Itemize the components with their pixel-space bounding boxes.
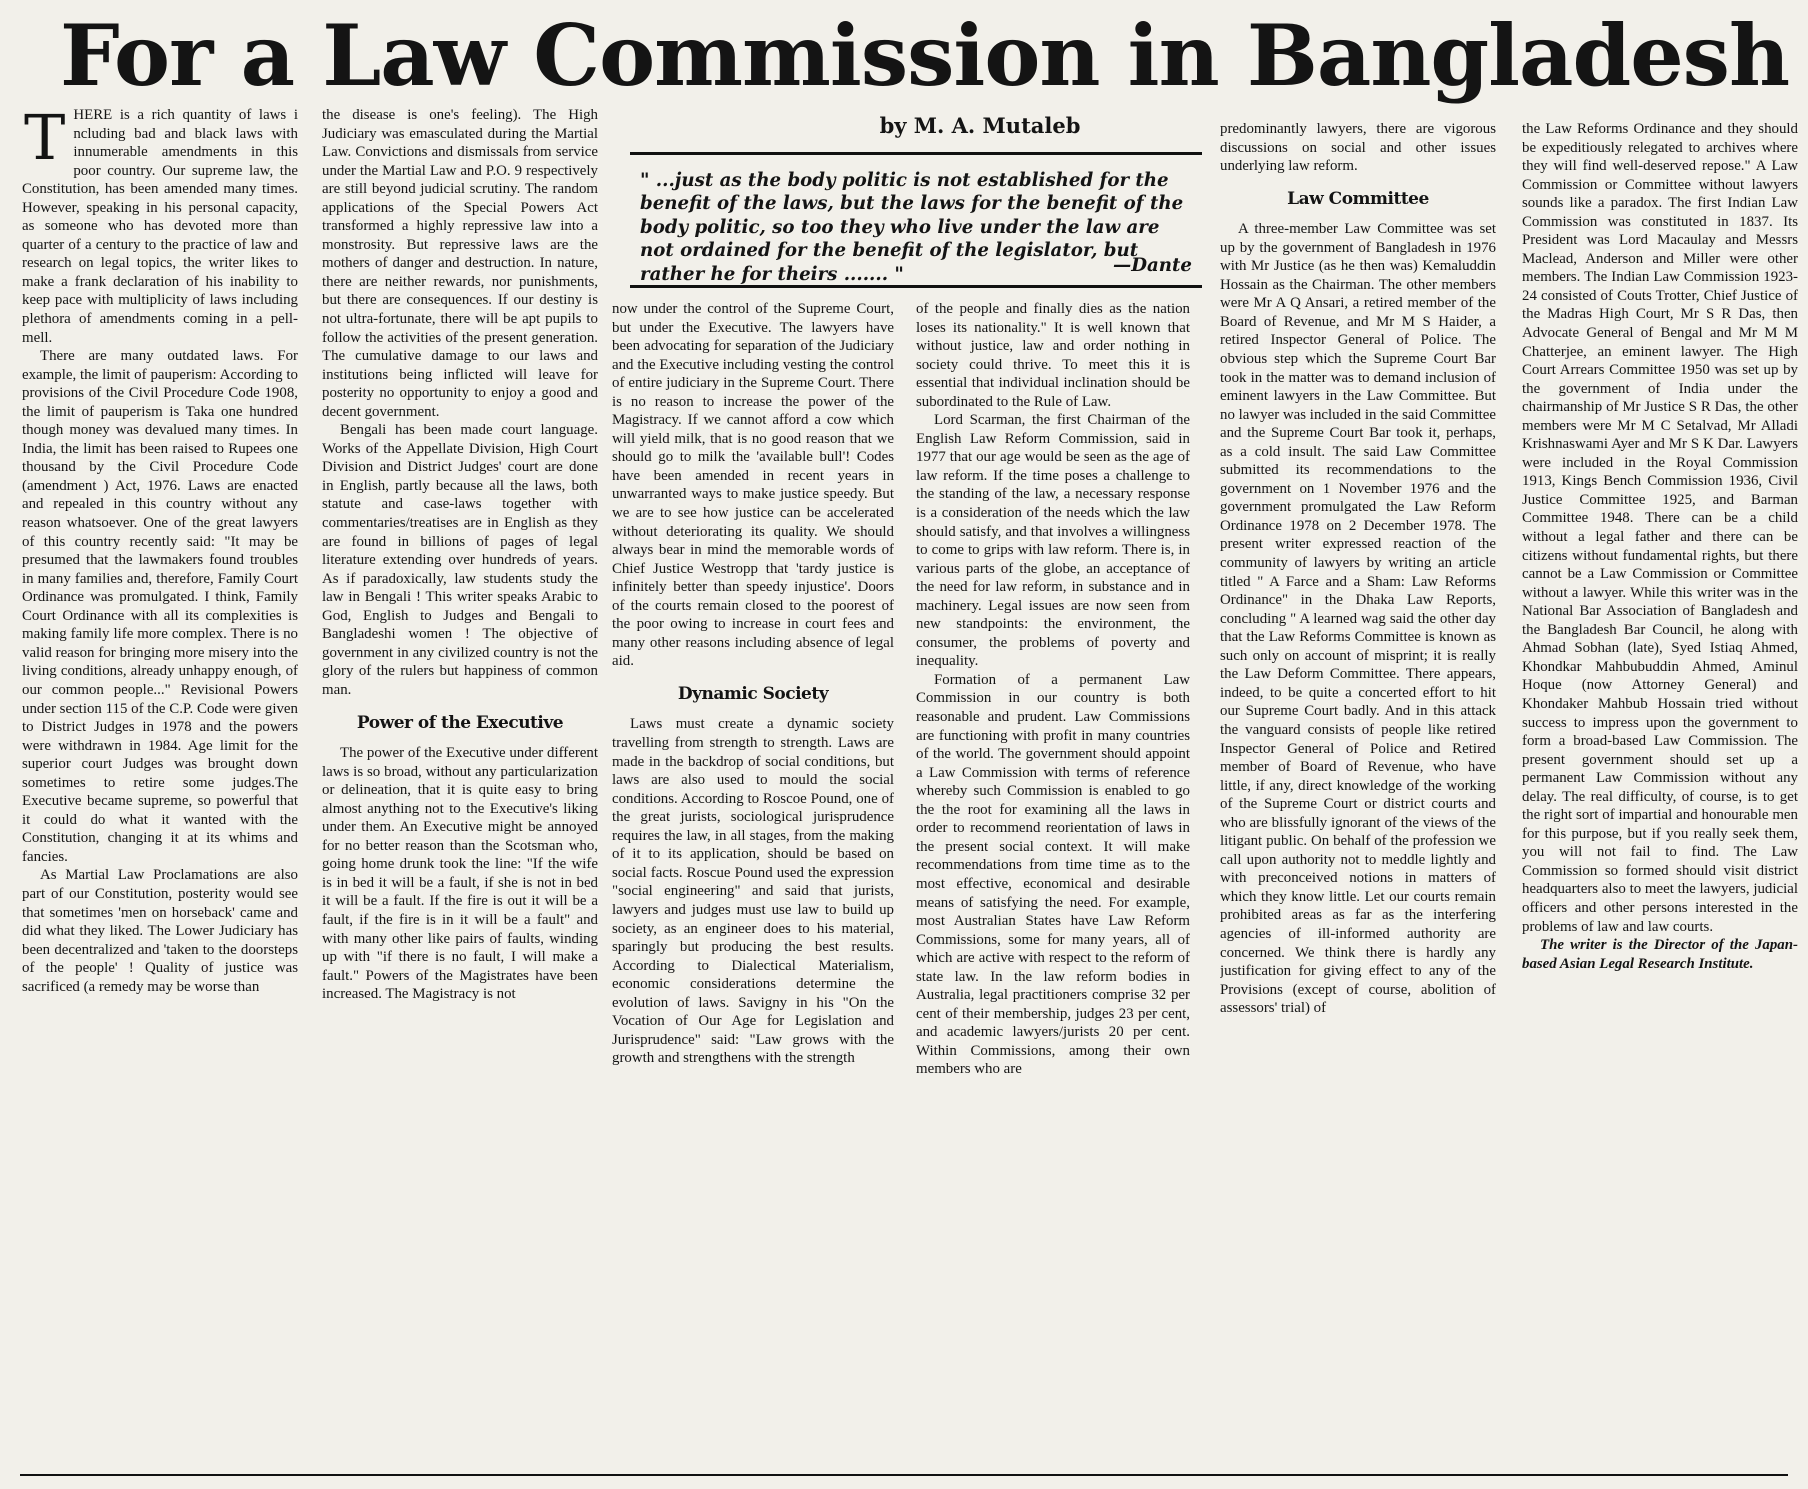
paragraph: Lord Scarman, the first Chairman of the English Law Reform Commission, said in 1977 that our age would be seen as the age of law reform. If the time poses a challenge to the standing of the law, a necessary response is a consideration of the needs which the law should satisfy, and that involves a willingness to come to grips with law reform. There is, in various parts of the globe, an acceptance of the need for law reform, in substance and in machinery. Legal issues are now seen from new standpoints: the environment, the consumer, the problems of poverty and inequality. — [916, 412, 1190, 670]
paragraph: now under the control of the Supreme Court, but under the Executive. The lawyers have been advocating for separation of the Judiciary and the Executive including vesting the control of entire judiciary in the Supreme Court. There is no reason to increase the power of the Magistracy. If we cannot afford a cow which will yield milk, that is no good reason that we should go to milk the 'available bull'! Codes have been amended in recent years in unwarranted ways to make justice speedy. But we are to see how justice can be accelerated without deteriorating its quality. We should always bear in mind the memorable words of Chief Justice Westropp that 'tardy justice is infinitely better than speedy injustice'. Doors of the courts remain closed to the poorest of the poor owing to increase in court fees and many other reasons including absence of legal aid. — [612, 301, 894, 670]
paragraph: There are many outdated laws. For example, the limit of pauperism: According to provisions of the Civil Procedure Code 1908, the limit of pauperism is Taka one hundred though money was devalued many times. In India, the limit has been raised to Rupees one thousand by the Civil Procedure Code (amendment ) Act, 1976. Laws are enacted and repealed in this country without any reason whatsoever. One of the great lawyers of this country recently said: "It may be presumed that the lawmakers found troubles in many families and, therefore, Family Court Ordinance was promulgated. I think, Family Court Ordinance with all its complexities is making family life more complex. There is no valid reason for bringing more misery into the living conditions, already unhappy enough, of our common people..." Revisional Powers under section 115 of the C.P. Code were given to District Judges in 1978 and the powers were withdrawn in 1984. Age limit for the superior court Judges was brought down sometimes to retire some judges.The Executive became supreme, so powerful that it could do what it wanted with the Constitution, changing it at its whims and fancies. — [22, 348, 298, 865]
paragraph: The power of the Executive under different laws is so broad, without any particularization or delineation, that it is quite easy to bring almost anything not to the Executive's liking under them. An Executive might be annoyed for no better reason than the Scotsman who, going home drunk took the line: "If the wife is in bed it will be a fault, if she is not in bed it will be a fault. If the fire is out it will be a fault, if the fire is in it will be a fault" and with many other like pairs of faults, winding up with "if there is no fault, I will make a fault." Powers of the Magistrates have been increased. The Magistracy is not — [322, 745, 598, 1003]
column-3 — [612, 300, 894, 1458]
paragraph: Bengali has been made court language. Works of the Appellate Division, High Court Division and District Judges' court are done in English, partly because all the laws, both statute and case-laws together with commentaries/treatises are in English as they are found in billions of pages of legal literature extending over hundreds of years. As if paradoxically, law students study the law in Bengali ! This writer speaks Arabic to God, English to Judges and Bengali to Bangladeshi women ! The objective of government in any civilized country is not the glory of the rulers but happiness of common man. — [322, 422, 598, 698]
paragraph: As Martial Law Proclamations are also part of our Constitution, posterity would see that sometimes 'men on horseback' came and did what they liked. The Lower Judiciary has been decentralized and 'taken to the doorsteps of the people' ! Quality of justice was sacrificed (a remedy may be worse than — [22, 867, 298, 995]
subheading-law-committee: Law Committee — [1287, 188, 1429, 209]
pull-quote-text: " ...just as the body politic is not established for the benefit of the laws, but the laws for the benefit of the body politic, so too they who live under the law are not ordained for the benefit of the legislator, but rather he for theirs ....... " — [640, 170, 1184, 285]
column-2 — [322, 106, 598, 1458]
pull-quote — [630, 152, 1202, 288]
drop-cap: T — [24, 106, 66, 174]
subheading-dynamic-society: Dynamic Society — [677, 683, 829, 704]
column-5 — [1220, 120, 1496, 1458]
subheading-power-of-the-executive: Power of the Executive — [356, 712, 564, 733]
paragraph: the Law Reforms Ordinance and they should be expeditiously relegated to archives where they will find well-deserved repose." A Law Commission or Committee without lawyers sounds like a paradox. The first Indian Law Commission was constituted in 1837. Its President was Lord Macaulay and Messrs Maclead, Anderson and Miller were other members. The Indian Law Commission 1923-24 consisted of Couts Trotter, Chief Justice of the Madras High Court, Mr S R Das, then Advocate General of Bengal and Mr M M Chatterjee, an eminent lawyer. The High Court Arrears Committee 1950 was set up by the government of India under the chairmanship of Mr Justice S R Das, the other members were Mr M C Setalvad, Mr Alladi Krishnaswami Ayer and Mr S K Dar. Lawyers were included in the Royal Commission 1913, Kings Bench Commission 1936, Civil Justice Committee 1925, and Barman Committee 1948. There can be a child without a legal father and there can be citizens without fundamental rights, but there cannot be a Law Commission or Committee without a lawyer. While this writer was in the National Bar Association of Bangladesh and the Bangladesh Bar Council, he along with Ahmad Sobhan (late), Syed Istiaq Ahmed, Khondkar Mahbubuddin Ahmed, Aminul Hoque (now Attorney General) and Khondaker Mahbub Hossain tried without success to impress upon the government to form a broad-based Law Commission. The present government should set up a permanent Law Commission without any delay. The real difficulty, of course, is to get the right sort of impartial and honourable men for this purpose, but if you really seek them, you will not fail to find. The Law Commission so formed should visit district headquarters also to meet the lawyers, judicial officers and other persons interested in the problems of law and law courts. — [1522, 121, 1798, 935]
column-6 — [1522, 120, 1798, 1458]
paragraph — [22, 106, 298, 347]
paragraph: of the people and finally dies as the nation loses its nationality." It is well known that without justice, law and order nothing in society could thrive. To meet this it is essential that individual inclination should be subordinated to the Rule of Law. — [916, 301, 1190, 410]
author-note: The writer is the Director of the Japan-based Asian Legal Research Institute. — [1522, 937, 1798, 972]
column-1 — [22, 106, 298, 1458]
byline: by M. A. Mutaleb — [879, 113, 1081, 138]
bottom-rule — [20, 1474, 1788, 1476]
paragraph: the disease is one's feeling). The High Judiciary was emasculated during the Martial Law. Convictions and dismissals from service under the Martial Law and P.O. 9 respectively are still beyond judicial scrutiny. The random applications of the Special Powers Act transformed a highly repressive law into a monstrosity. But repressive laws are the mothers of danger and destruction. In nature, there are neither rewards, nor punishments, but there are consequences. If our destiny is not ultra-fortunate, there will be apt pupils to follow the activities of the present generation. The cumulative damage to our laws and institutions being inflicted will leave for posterity no opportunity to enjoy a good and decent government. — [322, 107, 598, 420]
paragraph: A three-member Law Committee was set up by the government of Bangladesh in 1976 with Mr Justice (as he then was) Kemaluddin Hossain as the Chairman. The other members were Mr A Q Ansari, a retired member of the Board of Revenue, and Mr M S Haider, a retired Inspector General of Police. The obvious step which the Supreme Court Bar took in the matter was to demand inclusion of eminent lawyers in the Law Committee. But no lawyer was included in the said Committee and the Supreme Court Bar took it, perhaps, as a cold insult. The said Law Committee submitted its recommendations to the government on 1 November 1976 and the government promulgated the Law Reform Ordinance 1978 on 2 December 1978. The present writer expressed reaction of the community of lawyers by writing an article titled " A Farce and a Sham: Law Reforms Ordinance" in the Dhaka Law Reports, concluding " A learned wag said the other day that the Law Reforms Committee is known as such only on account of misprint; it is really the Law Deform Committee. There appears, indeed, to be quite a concerted effort to hit our Supreme Court badly. And in this attack the vanguard consists of people like retired Inspector General of Police and Retired member of Board of Revenue, who have little, if any, direct knowledge of the working of the Supreme Court or district courts and who are blissfully ignorant of the views of the litigant public. On behalf of the profession we call upon authority not to meddle lightly and with preconceived notions in matters of which they know little. Let our courts remain prohibited areas as far as the interfering agencies of ill-informed authority are concerned. We think there is hardly any justification for giving effect to any of the Provisions (except of course, abolition of assessors' trial) of — [1220, 221, 1496, 1017]
paragraph: Laws must create a dynamic society travelling from strength to strength. Laws are made in the backdrop of social conditions, but laws are also used to mould the social conditions. According to Roscoe Pound, one of the great jurists, sociological jurisprudence requires the law, in all stages, from the making of it to its application, should be based on social facts. Roscue Pound used the expression "social engineering" and said that jurists, lawyers and judges must use law to build up society, as an engineer does to his material, sparingly but producing the best results. According to Dialectical Materialism, economic considerations determine the evolution of laws. Savigny in his "On the Vocation of Our Age for Legislation and Jurisprudence" said: "Law grows with the growth and strengthens with the strength — [612, 716, 894, 1067]
paragraph: predominantly lawyers, there are vigorous discussions on social and other issues underlying law reform. — [1220, 121, 1496, 175]
paragraph: Formation of a permanent Law Commission in our country is both reasonable and prudent. Law Commissions are functioning with profit in many countries of the world. The government should appoint a Law Commission with terms of reference whereby such Commission is enabled to go the the root for examining all the laws in order to recommend reorientation of laws in the present social context. It will make recommendations from time time as to the most effective, economical and desirable means of satisfying the need. For example, most Australian States have Law Reform Commissions, some for many years, all of which are active with respect to the reform of state law. In the law reform bodies in Australia, legal practitioners comprise 32 per cent of their membership, judges 23 per cent, and academic lawyers/jurists 20 per cent. Within Commissions, among their own members who are — [916, 671, 1190, 1078]
paragraph-text: HERE is a rich quantity of laws i ncluding bad and black laws with innumerable amendments in this poor country. Our supreme law, the Constitution, has been amended many times. However, speaking in his personal capacity, as someone who has devoted more than quarter of a century to the practice of law and research on legal topics, the writer likes to make a frank declaration of his inability to keep pace with multiplicity of laws including plethora of amendments coming in a pell-mell. — [22, 107, 298, 346]
headline: For a Law Commission in Bangladesh — [60, 6, 1790, 105]
pull-quote-source: —Dante — [1113, 254, 1192, 276]
column-4 — [916, 300, 1190, 1458]
